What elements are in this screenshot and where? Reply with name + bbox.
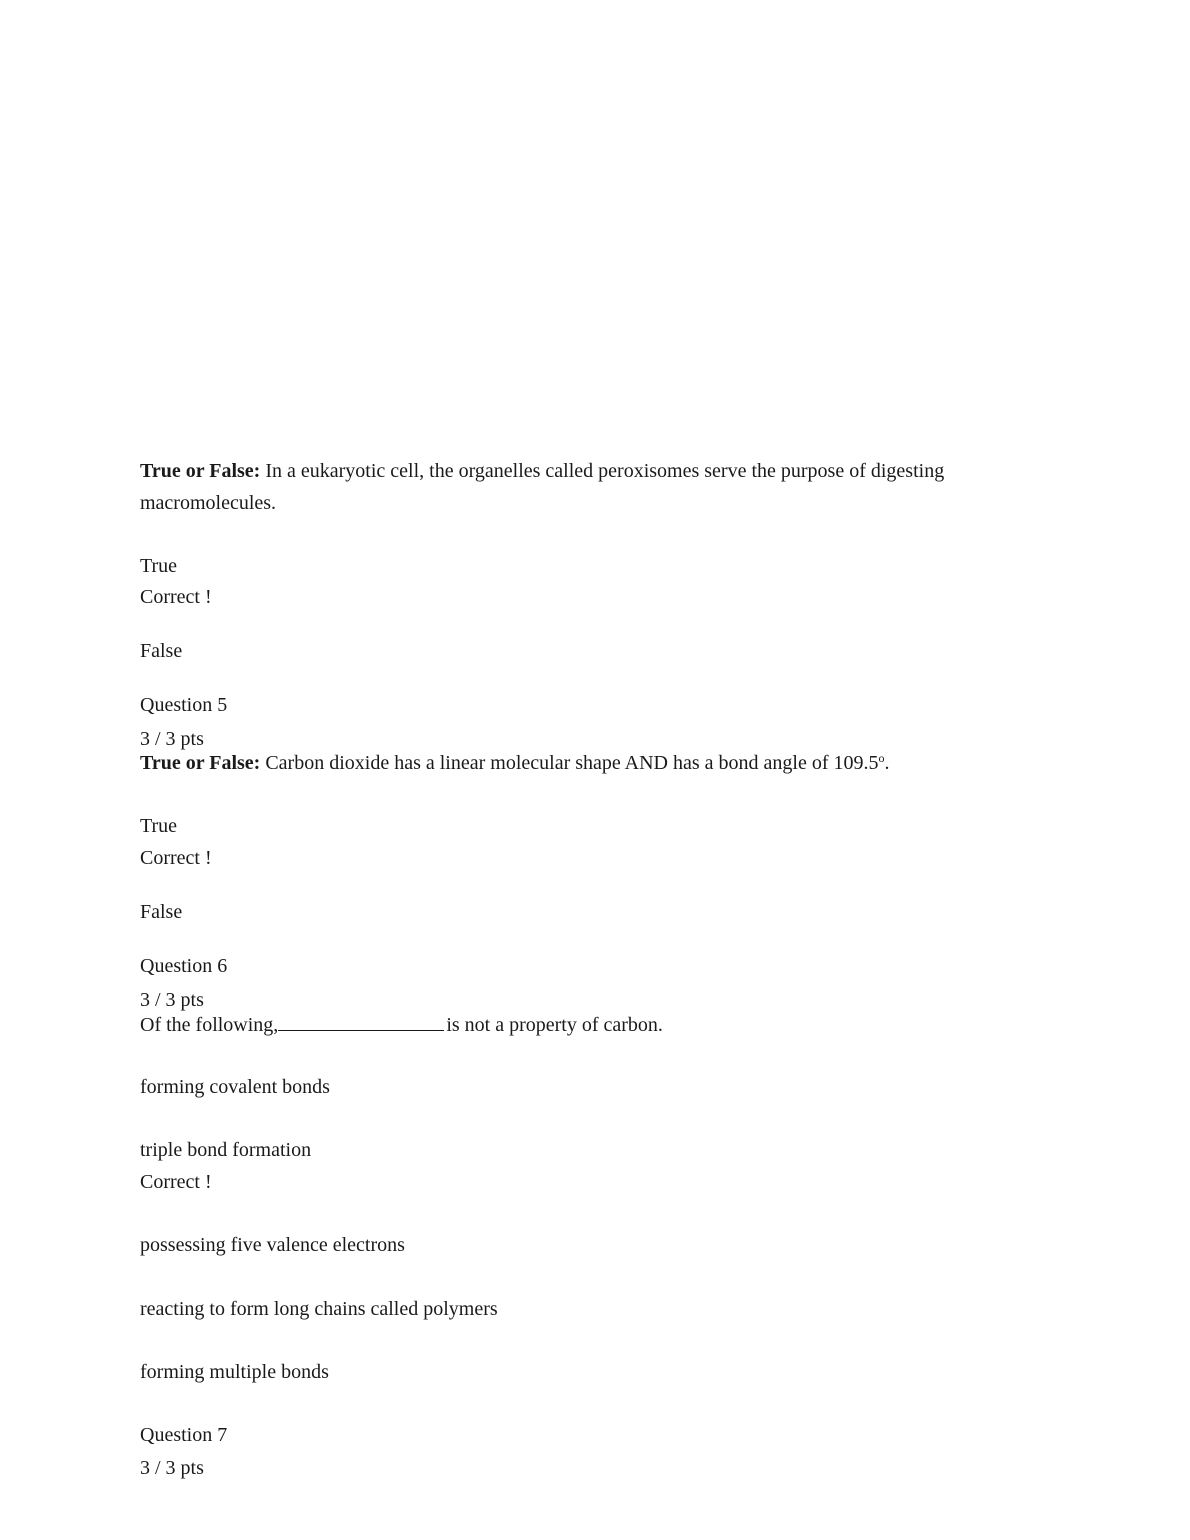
question-5-title: Question 5 — [140, 694, 228, 716]
answer-option[interactable]: forming multiple bonds — [140, 1361, 329, 1383]
answer-true[interactable]: True — [140, 815, 178, 837]
question-7-points: 3 / 3 pts — [140, 1457, 204, 1479]
answer-option[interactable]: forming covalent bonds — [140, 1076, 330, 1098]
answer-true[interactable]: True — [140, 555, 178, 577]
question-5-text: Carbon dioxide has a linear molecular shape AND has a bond angle of 109.5 — [260, 752, 879, 774]
true-false-label: True or False: — [140, 460, 261, 482]
correct-feedback: Correct ! — [140, 847, 212, 869]
question-4-statement — [140, 455, 1020, 519]
question-6-statement — [140, 1012, 663, 1037]
question-5-statement — [140, 751, 890, 775]
question-6-title: Question 6 — [140, 955, 228, 977]
question-4-text: In a eukaryotic cell, the organelles called peroxisomes serve the purpose of digesting macromolecules. — [140, 460, 945, 514]
degree-superscript: o — [878, 751, 885, 765]
question-5-text-end: . — [884, 752, 890, 774]
question-5-points: 3 / 3 pts — [140, 728, 204, 750]
correct-feedback: Correct ! — [140, 586, 212, 608]
question-7-title: Question 7 — [140, 1424, 228, 1446]
answer-option[interactable]: triple bond formation — [140, 1139, 312, 1161]
answer-false[interactable]: False — [140, 640, 183, 662]
question-6-text: Of the following, — [140, 1014, 279, 1036]
true-false-label: True or False: — [140, 752, 261, 774]
answer-false[interactable]: False — [140, 901, 183, 923]
answer-option[interactable]: reacting to form long chains called polymers — [140, 1298, 498, 1320]
answer-option[interactable]: possessing five valence electrons — [140, 1234, 405, 1256]
fill-in-blank — [278, 1012, 444, 1031]
correct-feedback: Correct ! — [140, 1171, 212, 1193]
question-6-points: 3 / 3 pts — [140, 989, 204, 1011]
question-6-text-end: is not a property of carbon. — [446, 1014, 663, 1036]
